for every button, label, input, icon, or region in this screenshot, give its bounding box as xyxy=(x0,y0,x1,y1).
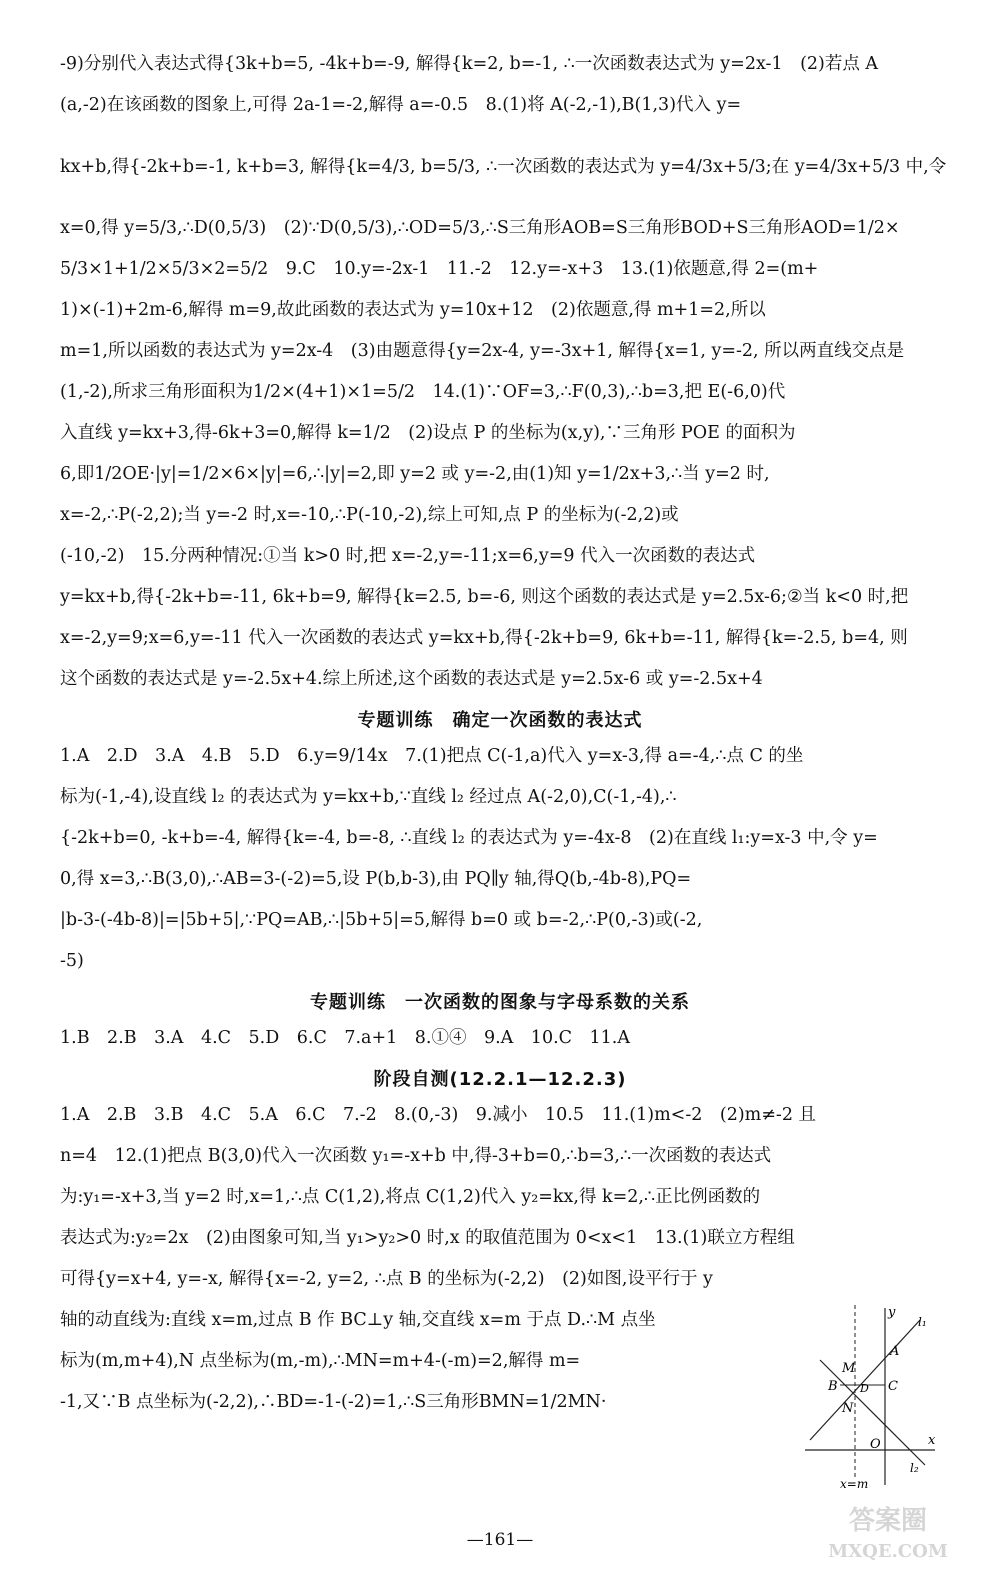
label-n: N xyxy=(842,1401,854,1416)
section-heading: 专题训练 一次函数的图象与字母系数的关系 xyxy=(310,992,690,1013)
main-answers xyxy=(60,44,947,700)
section-heading: 阶段自测(12.2.1—12.2.3) xyxy=(373,1069,627,1090)
text-line: 可得{y=x+4, y=-x, 解得{x=-2, y=2, ∴点 B 的坐标为(-2,2) (2)如图,设平行于 y xyxy=(60,1269,713,1289)
watermark-text: 答案圈 xyxy=(848,1506,928,1536)
text-line: 0,得 x=3,∴B(3,0),∴AB=3-(-2)=5,设 P(b,b-3),由 PQ∥y 轴,得Q(b,-4b-8),PQ= xyxy=(60,869,692,889)
label-a: A xyxy=(890,1344,900,1359)
label-m: M xyxy=(842,1361,856,1376)
text-line: 6,即1/2OE·|y|=1/2×6×|y|=6,∴|y|=2,即 y=2 或 y=-2,由(1)知 y=1/2x+3,∴当 y=2 时, xyxy=(60,464,770,484)
text-line: (-10,-2) 15.分两种情况:①当 k>0 时,把 x=-2,y=-11;x=6,y=9 代入一次函数的表达式 xyxy=(60,546,756,566)
text-line: x=-2,y=9;x=6,y=-11 代入一次函数的表达式 y=kx+b,得{-2k+b=9, 6k+b=-11, 解得{k=-2.5, b=4, 则 xyxy=(60,628,908,648)
label-x-equals-m: x=m xyxy=(840,1477,869,1490)
text-line: 1.B 2.B 3.A 4.C 5.D 6.C 7.a+1 8.①④ 9.A 10.C 11.A xyxy=(60,1028,630,1048)
section-heading: 专题训练 确定一次函数的表达式 xyxy=(357,710,643,731)
text-line: -5) xyxy=(60,951,84,971)
page-number: —161— xyxy=(466,1530,534,1550)
watermark-domain: MXQE.COM xyxy=(828,1541,948,1562)
text-line: {-2k+b=0, -k+b=-4, 解得{k=-4, b=-8, ∴直线 l₂ 的表达式为 y=-4x-8 (2)在直线 l₁:y=x-3 中,令 y= xyxy=(60,828,878,848)
section-answers xyxy=(60,736,940,982)
label-l1: l₁ xyxy=(918,1315,927,1329)
text-line: (1,-2),所求三角形面积为1/2×(4+1)×1=5/2 14.(1)∵OF=3,∴F(0,3),∴b=3,把 E(-6,0)代 xyxy=(60,382,786,402)
text-line: |b-3-(-4b-8)|=|5b+5|,∵PQ=AB,∴|5b+5|=5,解得 b=0 或 b=-2,∴P(0,-3)或(-2, xyxy=(60,910,703,930)
label-y: y xyxy=(888,1305,896,1320)
text-line: 表达式为:y₂=2x (2)由图象可知,当 y₁>y₂>0 时,x 的取值范围为 0<x<1 13.(1)联立方程组 xyxy=(60,1228,795,1248)
text-line: (a,-2)在该函数的图象上,可得 2a-1=-2,解得 a=-0.5 8.(1)将 A(-2,-1),B(1,3)代入 y= xyxy=(60,95,742,115)
label-d: D xyxy=(860,1382,869,1395)
coordinate-diagram xyxy=(800,1300,940,1490)
text-line: 标为(m,m+4),N 点坐标为(m,-m),∴MN=m+4-(-m)=2,解得 m= xyxy=(60,1351,581,1371)
text-line: -9)分别代入表达式得{3k+b=5, -4k+b=-9, 解得{k=2, b=-1, ∴一次函数表达式为 y=2x-1 (2)若点 A xyxy=(60,54,879,74)
text-line: x=0,得 y=5/3,∴D(0,5/3) (2)∵D(0,5/3),∴OD=5/3,∴S三角形AOB=S三角形BOD+S三角形AOD=1/2× xyxy=(60,218,900,238)
text-line: -1,又∵B 点坐标为(-2,2),∴BD=-1-(-2)=1,∴S三角形BMN=1/2MN· xyxy=(60,1392,607,1412)
text-line: 标为(-1,-4),设直线 l₂ 的表达式为 y=kx+b,∵直线 l₂ 经过点 A(-2,0),C(-1,-4),∴ xyxy=(60,787,677,807)
text-line: 5/3×1+1/2×5/3×2=5/2 9.C 10.y=-2x-1 11.-2 12.y=-x+3 13.(1)依题意,得 2=(m+ xyxy=(60,259,819,279)
text-line: 1.A 2.D 3.A 4.B 5.D 6.y=9/14x 7.(1)把点 C(-1,a)代入 y=x-3,得 a=-4,∴点 C 的坐 xyxy=(60,746,804,766)
text-line: 轴的动直线为:直线 x=m,过点 B 作 BC⊥y 轴,交直线 x=m 于点 D.∴M 点坐 xyxy=(60,1310,656,1330)
label-l2: l₂ xyxy=(910,1461,919,1475)
section-answers xyxy=(60,1095,817,1423)
text-line: kx+b,得{-2k+b=-1, k+b=3, 解得{k=4/3, b=5/3, ∴一次函数的表达式为 y=4/3x+5/3;在 y=4/3x+5/3 中,令 xyxy=(60,157,947,177)
label-x: x xyxy=(928,1433,936,1448)
text-line: y=kx+b,得{-2k+b=-11, 6k+b=9, 解得{k=2.5, b=-6, 则这个函数的表达式是 y=2.5x-6;②当 k<0 时,把 xyxy=(60,587,909,607)
text-line: 1)×(-1)+2m-6,解得 m=9,故此函数的表达式为 y=10x+12 (2)依题意,得 m+1=2,所以 xyxy=(60,300,766,320)
text-line: 1.A 2.B 3.B 4.C 5.A 6.C 7.-2 8.(0,-3) 9.减小 10.5 11.(1)m<-2 (2)m≠-2 且 xyxy=(60,1105,817,1125)
watermark-logo xyxy=(788,1495,988,1565)
text-line: 入直线 y=kx+3,得-6k+3=0,解得 k=1/2 (2)设点 P 的坐标为(x,y),∵三角形 POE 的面积为 xyxy=(60,423,796,443)
label-b: B xyxy=(828,1379,838,1394)
label-c: C xyxy=(888,1379,898,1394)
label-o: O xyxy=(870,1437,881,1452)
text-line: x=-2,∴P(-2,2);当 y=-2 时,x=-10,∴P(-10,-2),综上可知,点 P 的坐标为(-2,2)或 xyxy=(60,505,679,525)
text-line: 为:y₁=-x+3,当 y=2 时,x=1,∴点 C(1,2),将点 C(1,2)代入 y₂=kx,得 k=2,∴正比例函数的 xyxy=(60,1187,761,1207)
text-line: m=1,所以函数的表达式为 y=2x-4 (3)由题意得{y=2x-4, y=-3x+1, 解得{x=1, y=-2, 所以两直线交点是 xyxy=(60,341,905,361)
text-line: 这个函数的表达式是 y=-2.5x+4.综上所述,这个函数的表达式是 y=2.5x-6 或 y=-2.5x+4 xyxy=(60,669,763,689)
line-l1 xyxy=(810,1320,920,1440)
text-line: n=4 12.(1)把点 B(3,0)代入一次函数 y₁=-x+b 中,得-3+b=0,∴b=3,∴一次函数的表达式 xyxy=(60,1146,772,1166)
answer-page xyxy=(60,44,947,1423)
